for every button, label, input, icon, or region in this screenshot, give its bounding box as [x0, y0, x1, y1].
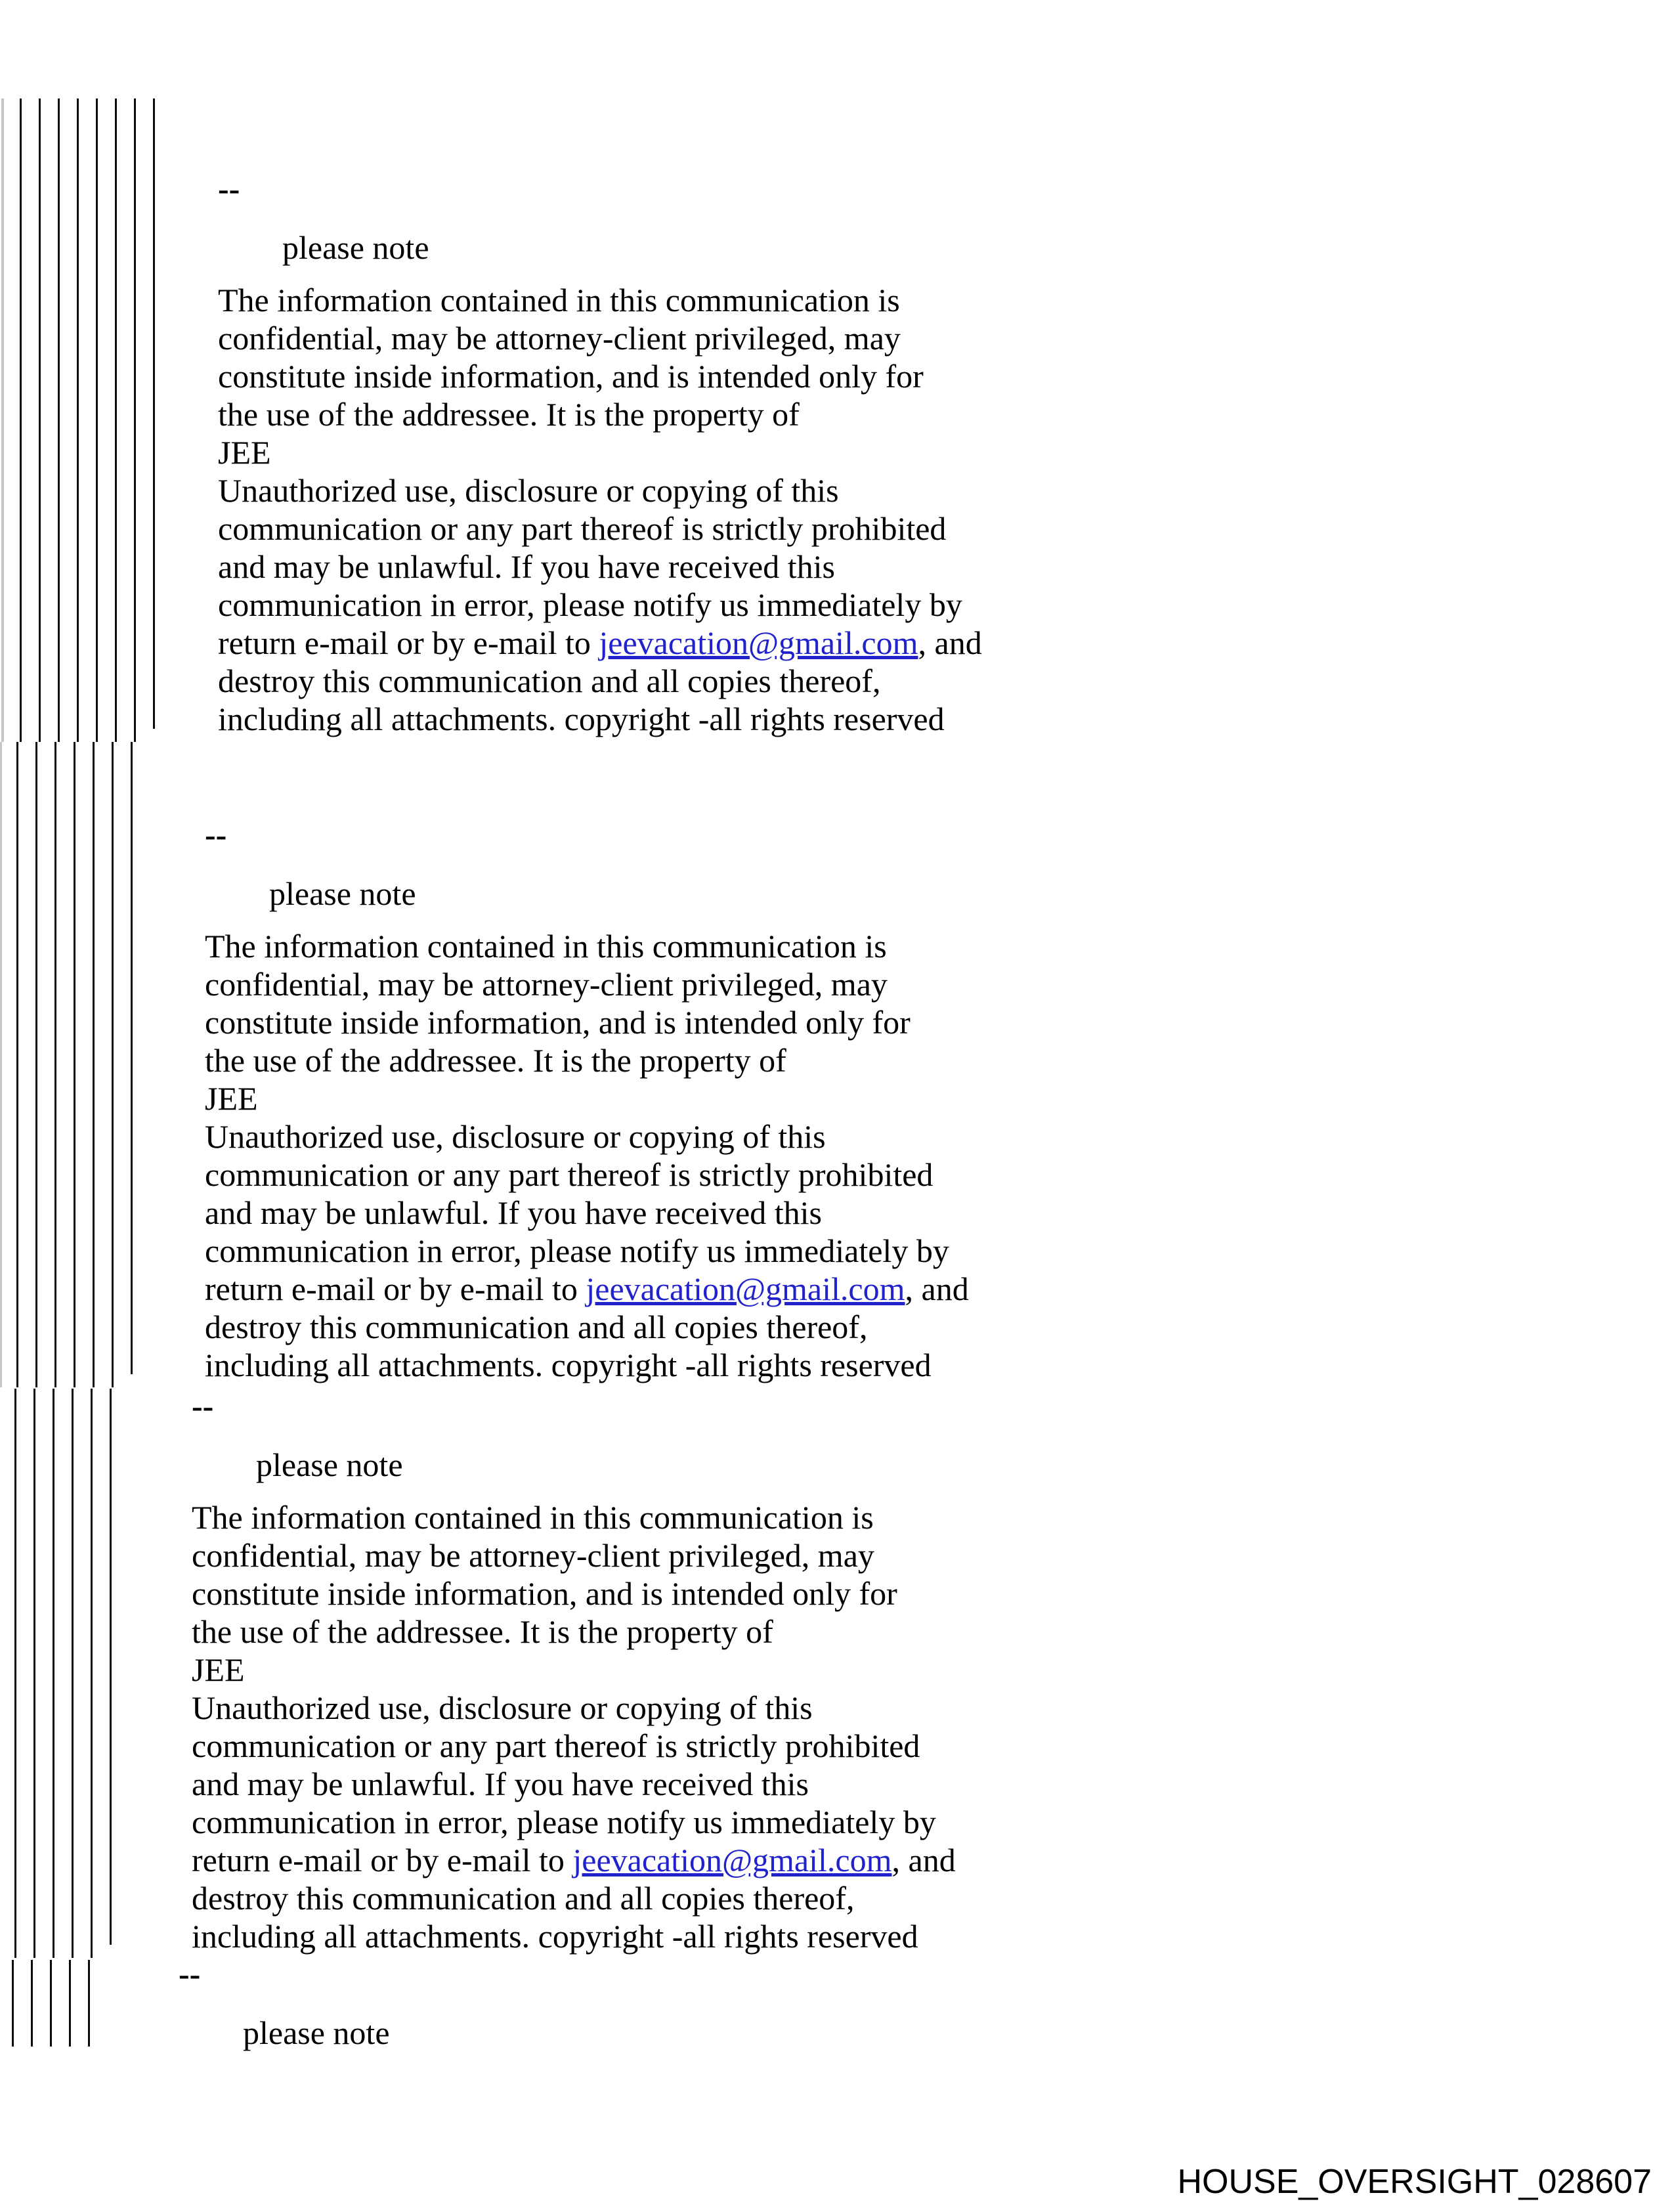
quote-bar	[115, 98, 117, 742]
paragraph-line: Unauthorized use, disclosure or copying of this	[192, 1689, 813, 1726]
paragraph-text: , and	[891, 1842, 956, 1878]
please-note-label: please note	[243, 2014, 390, 2051]
disclaimer-block	[192, 1387, 956, 1955]
paragraph-line: Unauthorized use, disclosure or copying of this	[218, 472, 839, 509]
disclaimer-block	[218, 169, 982, 738]
paragraph-line: The information contained in this communication is	[205, 928, 887, 965]
paragraph-line: The information contained in this communication is	[218, 282, 900, 318]
paragraph-line: constitute inside information, and is intended only for	[205, 1004, 911, 1041]
paragraph-line: including all attachments. copyright -all rights reserved	[192, 1918, 918, 1955]
paragraph-line: the use of the addressee. It is the property of	[192, 1613, 773, 1650]
paragraph-line: destroy this communication and all copies thereof,	[218, 662, 881, 699]
signature-dashes: --	[192, 1387, 214, 1424]
paragraph-line: confidential, may be attorney-client privileged, may	[205, 966, 888, 1003]
quote-bar	[54, 742, 56, 1387]
quote-bar	[88, 1960, 90, 2047]
quote-bar	[72, 1389, 74, 1958]
signature-dashes: --	[218, 170, 240, 207]
signature-dashes: --	[179, 1955, 201, 1992]
paragraph-line: including all attachments. copyright -all rights reserved	[218, 701, 945, 737]
quote-bar	[153, 98, 155, 729]
paragraph-line: JEE	[205, 1080, 258, 1117]
paragraph-line: the use of the addressee. It is the property of	[205, 1042, 786, 1079]
quote-bar	[77, 98, 79, 742]
paragraph-line: JEE	[218, 434, 271, 471]
please-note-label: please note	[282, 229, 429, 266]
paragraph-text: return e-mail or by e-mail to	[192, 1842, 573, 1878]
quote-bar	[74, 742, 75, 1387]
paragraph-line: and may be unlawful. If you have received this	[192, 1766, 809, 1802]
quote-bar	[96, 98, 98, 742]
paragraph-line	[192, 1841, 956, 1879]
paragraph-text: return e-mail or by e-mail to	[205, 1270, 586, 1307]
quote-bar	[39, 98, 41, 742]
paragraph-text: , and	[918, 624, 982, 661]
email-link[interactable]: jeevacation@gmail.com	[586, 1270, 905, 1307]
page-edge-line	[1, 98, 4, 742]
disclaimer-paragraph	[218, 281, 982, 738]
paragraph-line: and may be unlawful. If you have received this	[218, 548, 835, 585]
paragraph-line: confidential, may be attorney-client privileged, may	[218, 320, 901, 357]
paragraph-line: the use of the addressee. It is the property of	[218, 396, 800, 433]
paragraph-line: communication in error, please notify us immediately by	[218, 586, 962, 623]
quote-bar	[33, 1389, 35, 1958]
paragraph-line: Unauthorized use, disclosure or copying of this	[205, 1118, 826, 1155]
quote-bar	[12, 1960, 14, 2047]
email-link[interactable]: jeevacation@gmail.com	[572, 1842, 892, 1878]
paragraph-line: JEE	[192, 1651, 245, 1688]
email-link[interactable]: jeevacation@gmail.com	[599, 624, 918, 661]
quote-bar	[91, 1389, 93, 1958]
page-edge-line	[0, 742, 2, 1387]
paragraph-line: communication or any part thereof is strictly prohibited	[218, 510, 947, 547]
quote-bar	[31, 1960, 33, 2047]
disclaimer-block-truncated	[179, 1955, 390, 2052]
quote-bar	[69, 1960, 71, 2047]
paragraph-line: including all attachments. copyright -all rights reserved	[205, 1347, 932, 1383]
quote-bar	[134, 98, 136, 742]
paragraph-line	[205, 1270, 969, 1308]
disclaimer-block	[205, 815, 969, 1384]
signature-dashes: --	[205, 816, 227, 853]
disclaimer-paragraph	[192, 1498, 956, 1955]
paragraph-line	[218, 624, 982, 662]
please-note-label: please note	[256, 1446, 403, 1483]
quote-bar	[14, 1389, 16, 1958]
disclaimer-paragraph	[205, 927, 969, 1384]
paragraph-line: constitute inside information, and is intended only for	[192, 1575, 897, 1612]
quote-bar	[53, 1389, 54, 1958]
quote-bar	[131, 742, 133, 1374]
paragraph-line: confidential, may be attorney-client privileged, may	[192, 1537, 874, 1574]
paragraph-text: return e-mail or by e-mail to	[218, 624, 599, 661]
quote-bar	[20, 98, 22, 742]
paragraph-line: The information contained in this communication is	[192, 1499, 874, 1536]
quote-bar	[93, 742, 95, 1387]
quote-bar	[35, 742, 37, 1387]
paragraph-line: communication or any part thereof is strictly prohibited	[192, 1727, 920, 1764]
quote-bar	[16, 742, 18, 1387]
paragraph-text: , and	[905, 1270, 969, 1307]
paragraph-line: communication or any part thereof is strictly prohibited	[205, 1156, 934, 1193]
quote-bar	[110, 1389, 112, 1945]
paragraph-line: communication in error, please notify us immediately by	[205, 1232, 949, 1269]
paragraph-line: constitute inside information, and is intended only for	[218, 358, 924, 395]
paragraph-line: and may be unlawful. If you have received this	[205, 1194, 822, 1231]
paragraph-line: destroy this communication and all copies thereof,	[192, 1880, 855, 1917]
quote-bar	[50, 1960, 52, 2047]
please-note-label: please note	[269, 875, 416, 912]
bates-number: HOUSE_OVERSIGHT_028607	[1177, 2163, 1652, 2201]
paragraph-line: communication in error, please notify us immediately by	[192, 1804, 936, 1840]
paragraph-line: destroy this communication and all copies thereof,	[205, 1309, 868, 1345]
quote-bar	[112, 742, 114, 1387]
quote-bar	[58, 98, 60, 742]
